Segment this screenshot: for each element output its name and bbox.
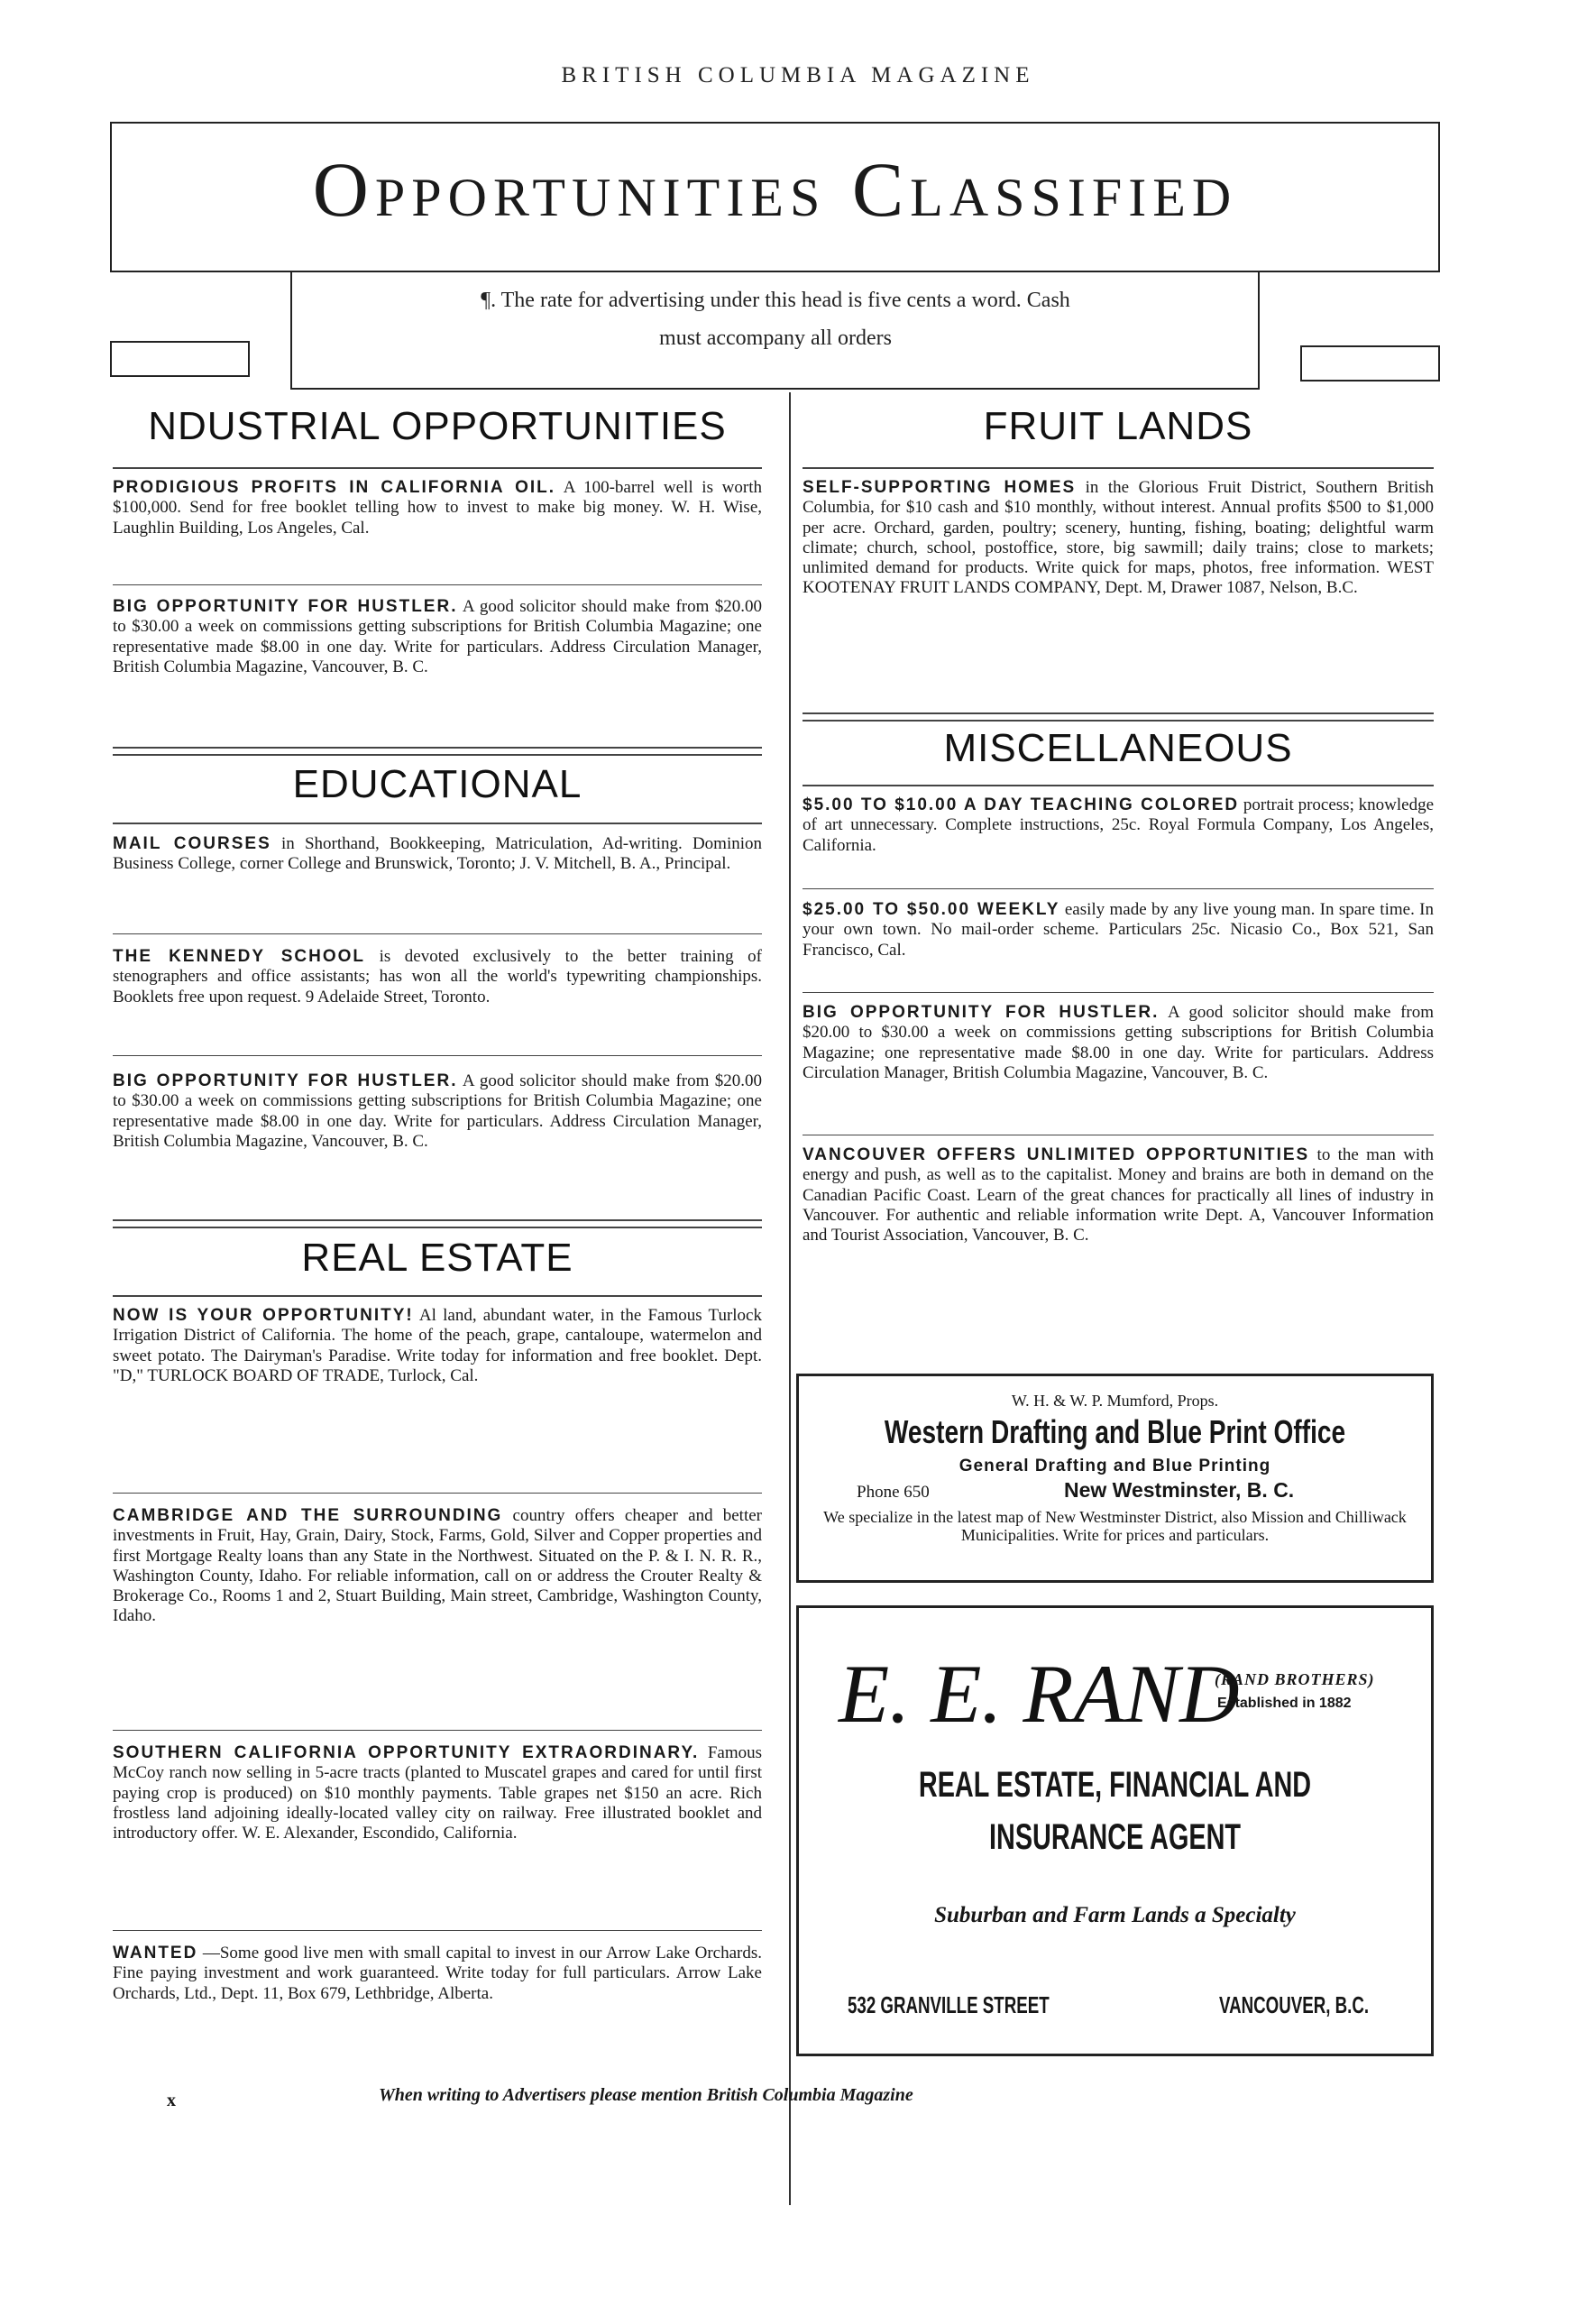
divider [113, 584, 762, 585]
divider [113, 1295, 762, 1297]
ad-lead: CAMBRIDGE AND THE SURROUNDING [113, 1506, 503, 1525]
ad-body: easily made by any live young man. In spare time. In your own town. No mail-order scheme. Particulars 25c. Nicasio Co., Box 521, San Francisco, Cal. [803, 900, 1434, 960]
page-footer: When writing to Advertisers please mention British Columbia Magazine [379, 2085, 913, 2105]
divider [803, 992, 1434, 993]
page-number: x [167, 2091, 176, 2110]
ad-body: A good solicitor should make from $20.00 to $30.00 a week on commissions getting subscriptions for British Columbia Magazine; one representative made $8.00 in one day. Write for particulars. Address Circulation Manager, British Columbia Magazine, Vancouver, B. C. [803, 1003, 1435, 1082]
classified-ad [113, 1944, 762, 2004]
ad-lead: $5.00 TO $10.00 A DAY TEACHING COLORED [803, 795, 1240, 814]
ad-body: is devoted exclusively to the better training of stenographers and office assistants; has won all the world's typewriting championships. Booklets free upon request. 9 Adelaide Street, Toronto. [113, 947, 762, 1007]
divider [113, 467, 762, 469]
classified-ad [803, 1145, 1434, 1246]
ad-phone: Phone 650 [857, 1483, 930, 1502]
divider [113, 823, 762, 824]
ad-services: General Drafting and Blue Printing [959, 1457, 1271, 1475]
section-heading-miscellaneous: MISCELLANEOUS [943, 726, 1293, 770]
page-title: Opportunities Classified [312, 146, 1238, 233]
ad-lead: PRODIGIOUS PROFITS IN CALIFORNIA OIL. [113, 478, 556, 497]
classified-ad [113, 1306, 762, 1386]
rand-headline-1: REAL ESTATE, FINANCIAL AND [918, 1765, 1312, 1805]
ad-lead: MAIL COURSES [113, 834, 271, 853]
section-heading-industrial: NDUSTRIAL OPPORTUNITIES [148, 404, 727, 448]
ad-description: We specialize in the latest map of New Westminster District, also Mission and Chilliwack Municipalities. Write for prices and particulars. [823, 1508, 1407, 1544]
rate-note-line1: ¶. The rate for advertising under this head is five cents a word. Cash [481, 289, 1070, 312]
ad-lead: NOW IS YOUR OPPORTUNITY! [113, 1306, 414, 1325]
rate-note-line2: must accompany all orders [659, 326, 892, 350]
section-heading-educational: EDUCATIONAL [292, 762, 582, 806]
divider [113, 933, 762, 934]
classified-ad [803, 478, 1434, 599]
divider [113, 1055, 762, 1056]
classified-ad [113, 597, 762, 677]
ad-body: Al land, abundant water, in the Famous Turlock Irrigation District of California. The home of the peach, grape, cantaloupe, watermelon and sweet potato. The Dairyman's Paradise. Write today for information and free booklet. Dept. "D," TURLOCK BOARD OF TRADE, Turlock, Cal. [113, 1306, 762, 1385]
classified-ad [113, 478, 762, 538]
classified-ad [113, 1506, 762, 1627]
section-heading-fruit-lands: FRUIT LANDS [983, 404, 1253, 448]
ad-body: A 100-barrel well is worth $100,000. Send for free booklet telling how to invest to make big money. W. H. Wise, Laughlin Building, Los Angeles, Cal. [113, 478, 763, 538]
divider [113, 1730, 762, 1731]
rand-brothers: (RAND BROTHERS) [1215, 1670, 1375, 1688]
section-heading-real-estate: REAL ESTATE [301, 1236, 573, 1280]
divider [803, 785, 1434, 786]
divider [803, 467, 1434, 469]
left-ornament-box [110, 341, 250, 377]
ad-body: —Some good live men with small capital to invest in our Arrow Lake Orchards. Fine paying investment and work guaranteed. Write today for full particulars. Arrow Lake Orchards, Ltd., Dept. 11, Box 679, Lethbridge, Alberta. [113, 1944, 762, 2003]
ad-body: in the Glorious Fruit District, Southern British Columbia, for $10 cash and $10 monthly, without interest. Annual profits $500 to $1,000 per acre. Orchard, garden, poultry; scenery, hunting, fishing, boating; delightful warm climate; church, school, postoffice, store, big sawmill; daily trains; close to markets; unlimited demand for products. Write quick for maps, photos, free information. WEST KOOTENAY FRUIT LANDS COMPANY, Dept. M, Drawer 1087, Nelson, B.C. [803, 478, 1434, 598]
ad-body: Famous McCoy ranch now selling in 5-acre tracts (planted to Muscatel grapes and cared for until first paying crop is produced) on $10 monthly payments. Table grapes net $150 an acre. Rich frostless land adjoining ideally-located valley city on railway. Free illustrated booklet and introductory offer. W. E. Alexander, Escondido, California. [113, 1743, 762, 1843]
ad-lead: $25.00 TO $50.00 WEEKLY [803, 900, 1060, 919]
ad-lead: BIG OPPORTUNITY FOR HUSTLER. [113, 1071, 458, 1090]
divider [113, 1930, 762, 1931]
ad-body: country offers cheaper and better investments in Fruit, Hay, Grain, Dairy, Stock, Farms, Gold, Silver and Copper properties and first Mortgage Realty loans than any State in the Northwest. Situated on the P. & I. N. R. R., Washington County, Idaho. For reliable information, call on or address the Crouter Realty & Brokerage Co., Rooms 1 and 2, Stuart Building, Main street, Cambridge, Washington County, Idaho. [113, 1506, 762, 1626]
ad-lead: BIG OPPORTUNITY FOR HUSTLER. [113, 597, 458, 616]
classified-ad [803, 1003, 1434, 1083]
right-ornament-box [1300, 345, 1440, 381]
ad-lead: SELF-SUPPORTING HOMES [803, 478, 1077, 497]
classified-ad [113, 947, 762, 1007]
rand-established: Established in 1882 [1217, 1696, 1352, 1711]
rand-specialty: Suburban and Farm Lands a Specialty [934, 1903, 1296, 1927]
rand-address: 532 GRANVILLE STREET [848, 1991, 1050, 2018]
ad-lead: VANCOUVER OFFERS UNLIMITED OPPORTUNITIES [803, 1145, 1310, 1164]
double-rule [113, 1219, 762, 1228]
ad-business-name: Western Drafting and Blue Print Office [884, 1413, 1346, 1450]
classified-ad [803, 795, 1434, 856]
ad-lead: WANTED [113, 1944, 198, 1962]
ad-lead: BIG OPPORTUNITY FOR HUSTLER. [803, 1003, 1160, 1022]
classified-ad [113, 1743, 762, 1843]
rand-city: VANCOUVER, B.C. [1219, 1991, 1370, 2018]
ad-city: New Westminster, B. C. [1064, 1478, 1295, 1502]
ad-lead: THE KENNEDY SCHOOL [113, 947, 366, 966]
ad-body: A good solicitor should make from $20.00 to $30.00 a week on commissions getting subscriptions for British Columbia Magazine; one representative made $8.00 in one day. Write for particulars. Address Circulation Manager, British Columbia Magazine, Vancouver, B. C. [113, 1071, 762, 1151]
ad-body: in Shorthand, Bookkeeping, Matriculation, Ad-writing. Dominion Business College, corner College and Brunswick, Toronto; J. V. Mitchell, B. A., Principal. [113, 834, 763, 874]
ad-body: portrait process; knowledge of art unnecessary. Complete instructions, 25c. Royal Formula Company, Los Angeles, California. [803, 795, 1434, 855]
ad-proprietors: W. H. & W. P. Mumford, Props. [1011, 1392, 1219, 1410]
rate-note [325, 281, 1226, 357]
double-rule [113, 747, 762, 756]
ad-body: to the man with energy and push, as well as to the capitalist. Money and brains are both in demand on the Canadian Pacific Coast. Learn of the great chances for practically all lines of industry in Vancouver. For authentic and reliable information write Dept. A, Vancouver Information and Tourist Association, Vancouver, B. C. [803, 1145, 1434, 1246]
column-divider [789, 392, 791, 2205]
divider [803, 888, 1434, 889]
classified-ad [803, 900, 1434, 961]
running-head: BRITISH COLUMBIA MAGAZINE [561, 63, 1035, 87]
rand-name: E. E. RAND [839, 1648, 1240, 1740]
classified-ad [113, 834, 762, 875]
classified-ad [113, 1071, 762, 1152]
divider [113, 1493, 762, 1494]
rand-headline-2: INSURANCE AGENT [989, 1817, 1241, 1857]
ad-lead: SOUTHERN CALIFORNIA OPPORTUNITY EXTRAORDINARY. [113, 1743, 700, 1762]
double-rule [803, 712, 1434, 722]
ad-body: A good solicitor should make from $20.00 to $30.00 a week on commissions getting subscriptions for British Columbia Magazine; one representative made $8.00 in one day. Write for particulars. Address Circulation Manager, British Columbia Magazine, Vancouver, B. C. [113, 597, 762, 676]
